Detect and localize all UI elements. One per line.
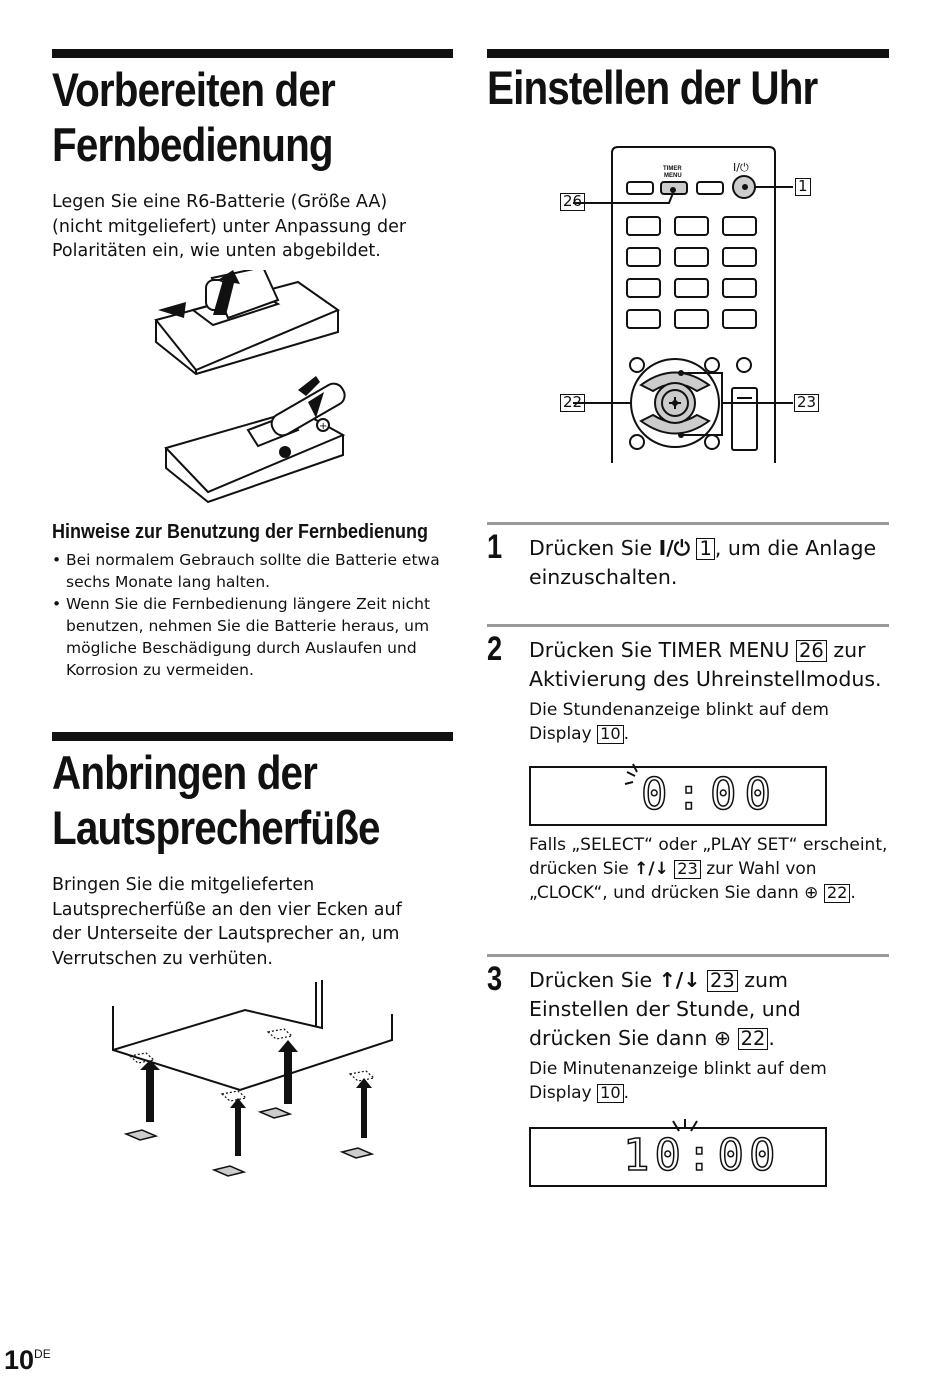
note-item: • Wenn Sie die Fernbedienung längere Zeit nicht benutzen, nehmen Sie die Batterie heraus, um mögliche Beschädigung durch Auslaufen und Korrosion zu vermeiden. [52,593,453,681]
step-number: 1 [487,528,503,566]
display-readout: 10:00 [623,1130,781,1181]
note-item: • Bei normalem Gebrauch sollte die Batterie etwa sechs Monate lang halten. [52,549,453,593]
callout-23: 23 [794,394,819,412]
step-text: Drücken Sie [529,536,659,560]
page-number-value: 10 [4,1345,35,1375]
section-title-remote-line1: Vorbereiten der [52,63,335,116]
enter-symbol: ⊕ [804,883,819,903]
step-2-hint [529,833,889,905]
ref-box: 22 [824,884,851,903]
ref-box: 10 [597,725,624,744]
display-panel-minute [529,1127,827,1187]
enter-symbol: ⊕ [713,1026,732,1050]
ref-box: 26 [796,640,827,662]
step-3-note [529,1057,889,1105]
section-title-clock: Einstellen der Uhr [487,61,818,114]
step-text: zum Einstellen der Stunde, und drücken Sie dann [529,968,801,1050]
ref-box: 23 [707,970,738,992]
step-divider [487,522,889,525]
step-text: Drücken Sie TIMER MENU [529,638,797,662]
ref-box: 23 [674,860,701,879]
step-3-text [529,966,889,1053]
section-title-feet-line2: Lautsprecherfüße [52,801,380,854]
feet-instructions: Bringen Sie die mitgelieferten Lautsprecherfüße an den vier Ecken auf der Unterseite der Lautsprecher an, um Verrutschen zu verhüten. [52,875,402,969]
ref-box: 22 [738,1028,769,1050]
arrow-keys-symbol: ↑/↓ [658,968,701,992]
remote-drawing [557,145,822,465]
notes-list [52,549,453,681]
section-rule [487,49,889,58]
battery-instructions: Legen Sie eine R6-Batterie (Größe AA) (nicht mitgeliefert) unter Anpassung der Polaritäten ein, wie unten abgebildet. [52,192,407,261]
section-rule [52,732,453,741]
notes-heading: Hinweise zur Benutzung der Fernbedienung [52,521,429,543]
step-text: , um die Anlage einzuschalten. [529,536,877,589]
section-title-remote-line2: Fernbedienung [52,118,333,171]
callout-26: 26 [560,193,585,211]
ref-box: 10 [597,1084,624,1103]
section-title-feet-line1: Anbringen der [52,746,318,799]
step-divider [487,624,889,627]
note-text: . [623,1083,630,1103]
svg-text:+: + [319,421,328,432]
arrow-keys-symbol: ↑/↓ [634,859,669,879]
display-panel-hour [529,766,827,826]
page-language: DE [34,1347,51,1361]
power-symbol: I/⏻ [658,536,690,560]
blink-icon [623,762,653,792]
note-text: . [850,883,856,903]
step-2-text [529,636,889,694]
note-text: . [623,724,630,744]
step-1-text [529,534,889,592]
speaker-feet-illustration [110,980,400,1180]
step-text: Drücken Sie [529,968,659,992]
note-text: Die Stundenanzeige blinkt auf dem Display [529,700,829,744]
display-readout: 0:00 [641,769,779,820]
menu-label: MENU [664,173,682,179]
timer-label: TIMER [663,166,682,172]
ref-box: 1 [696,538,714,560]
step-text: . [768,1026,775,1050]
page-number [4,1345,51,1376]
callout-22: 22 [560,394,585,412]
battery-insertion-illustration [148,270,358,505]
step-divider [487,954,889,957]
callout-1: 1 [795,178,811,196]
note-text: Falls „SELECT“ oder „PLAY SET“ erscheint, drücken Sie [529,835,888,879]
remote-illustration [557,145,822,465]
step-2-note [529,698,889,746]
step-number: 3 [487,960,503,998]
note-text: zur Wahl von „CLOCK“, und drücken Sie dann [529,859,817,903]
step-number: 2 [487,630,503,668]
blink-icon [669,1119,703,1135]
step-text: zur Aktivierung des Uhreinstellmodus. [529,638,882,691]
note-text: Die Minutenanzeige blinkt auf dem Display [529,1059,827,1103]
section-rule [52,49,453,58]
power-label: I/⏻ [733,161,749,174]
